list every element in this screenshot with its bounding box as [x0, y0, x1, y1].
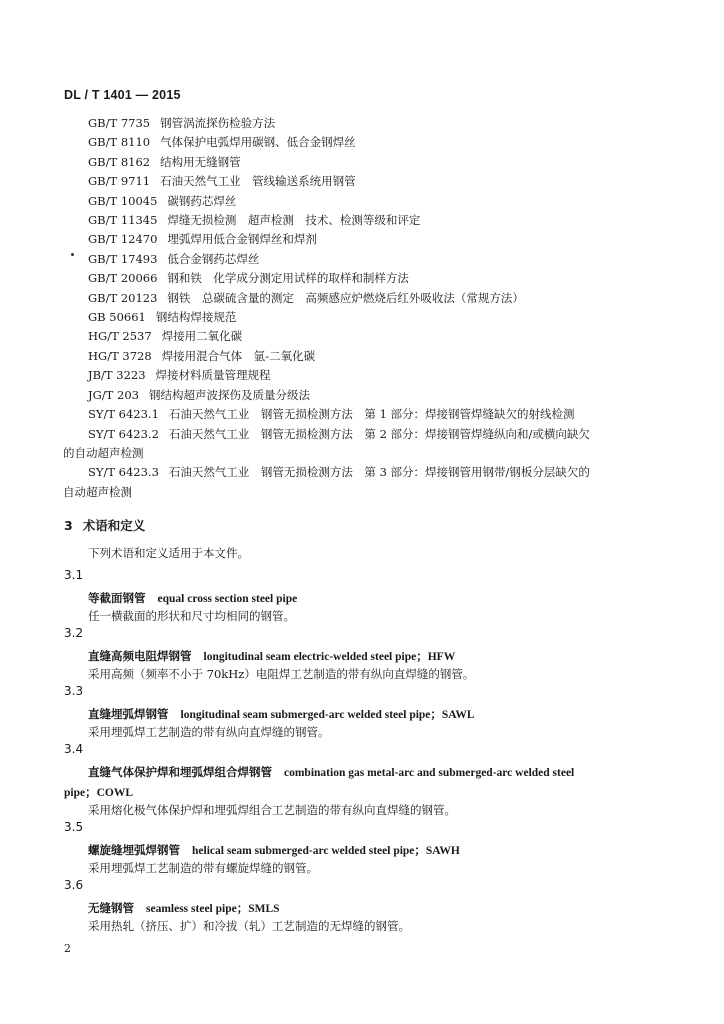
term-name: 等截面钢管 equal cross section steel pipe [88, 591, 298, 605]
standard-header: DL / T 1401 — 2015 [64, 88, 181, 102]
stray-dot-mark [71, 253, 74, 256]
term-name: 直缝埋弧焊钢管 longitudinal seam submerged-arc welded steel pipe；SAWL [88, 707, 475, 721]
term-name: 螺旋缝埋弧焊钢管 helical seam submerged-arc welded steel pipe；SAWH [88, 843, 460, 857]
term-definition: 采用埋弧焊工艺制造的带有螺旋焊缝的钢管。 [88, 861, 318, 875]
page-number: 2 [64, 942, 71, 955]
term-name-continuation: pipe；COWL [64, 787, 134, 799]
reference-item: GB/T 10045 碳钢药芯焊丝 [88, 193, 237, 208]
reference-item: GB/T 17493 低合金钢药芯焊丝 [88, 251, 260, 266]
document-page: DL / T 1401 — 2015 GB/T 7735 钢管涡流探伤检验方法 GB/T 8110 气体保护电弧焊用碳钢、低合金钢焊丝 GB/T 8162 结构用无缝钢管 GB/T 9711 石油天然气工业 管线输送系统用钢管 GB/T 10045 碳钢药芯焊丝 GB/T 11345 焊缝无损检测 超声检测 技术、检测等级和评定 GB/T 12470 埋弧焊用低合金钢焊丝和焊剂 GB/T 17493 低合金钢药芯焊丝 GB/T 20066 钢和铁 化学成分测定用试样的取样和制样方法 GB/T 20123 钢铁 总碳硫含量的测定 高频感应炉燃烧后红外吸收法（常规方法） GB 50661 钢结构焊接规范 HG/T 2537 焊接用二氧化碳 HG/T 3728 焊接用混合气体 氩-二氧化碳 JB/T 3223 焊接材料质量管理规程 JG/T 203 钢结构超声波探伤及质量分级法 SY/T 6423.1 石油天然气工业 钢管无损检测方法 第 1 部分：焊接钢管焊缝缺欠的射线检测 SY/T 6423.2 石油天然气工业 钢管无损检测方法 第 2 部分：焊接钢管焊缝纵向和/或横向缺欠 的自动超声检测 SY/T 6423.3 石油天然气工业 钢管无损检测方法 第 3 部分：焊接钢管用钢带/钢板分层缺欠的 自动超声检测 3 术语和定义 下列术语和定义适用于本文件。 3.1 等截面钢管 equal cross section steel pipe 任一横截面的形状和尺寸均相同的钢管。 3.2 直缝高频电阻焊钢管 longitudinal seam electric-welded steel pipe；HFW 采用高频（频率不小于 70kHz）电阻焊工艺制造的带有纵向直焊缝的钢管。 3.3 直缝埋弧焊钢管 longitudinal seam submerged-arc welded steel pipe；SAWL 采用埋弧焊工艺制造的带有纵向直焊缝的钢管。 3.4 直缝气体保护焊和埋弧焊组合焊钢管 combination gas metal-arc and submerged-arc welded steel pipe；COWL 采用熔化极气体保护焊和埋弧焊组合工艺制造的带有纵向直焊缝的钢管。 3.5 螺旋缝埋弧焊钢管 helical seam submerged-arc welded steel pipe；SAWH 采用埋弧焊工艺制造的带有螺旋焊缝的钢管。 3.6 无缝钢管 seamless steel pipe；SMLS 采用热轧（挤压、扩）和冷拔（轧）工艺制造的无焊缝的钢管。 2 [0, 0, 724, 1024]
reference-item: GB/T 8110 气体保护电弧焊用碳钢、低合金钢焊丝 [88, 135, 356, 150]
reference-item: HG/T 2537 焊接用二氧化碳 [88, 329, 243, 344]
reference-item: GB 50661 钢结构焊接规范 [88, 310, 237, 325]
reference-item: SY/T 6423.2 石油天然气工业 钢管无损检测方法 第 2 部分：焊接钢管焊缝纵向和/或横向缺欠 的自动超声检测 [63, 426, 590, 460]
reference-item: GB/T 8162 结构用无缝钢管 [88, 154, 241, 169]
reference-item: SY/T 6423.3 石油天然气工业 钢管无损检测方法 第 3 部分：焊接钢管用钢带/钢板分层缺欠的 自动超声检测 [63, 465, 590, 499]
reference-item: JG/T 203 钢结构超声波探伤及质量分级法 [88, 387, 310, 402]
term-definition: 采用热轧（挤压、扩）和冷拔（轧）工艺制造的无焊缝的钢管。 [88, 919, 410, 933]
term-definition: 采用埋弧焊工艺制造的带有纵向直焊缝的钢管。 [88, 725, 330, 739]
reference-item: GB/T 7735 钢管涡流探伤检验方法 [88, 116, 276, 130]
section-heading: 3 术语和定义 [64, 518, 146, 533]
reference-item: GB/T 11345 焊缝无损检测 超声检测 技术、检测等级和评定 [88, 213, 421, 228]
term-definition: 任一横截面的形状和尺寸均相同的钢管。 [88, 609, 295, 623]
reference-item: JB/T 3223 焊接材料质量管理规程 [88, 368, 271, 383]
term-definition: 采用熔化极气体保护焊和埋弧焊组合工艺制造的带有纵向直焊缝的钢管。 [88, 803, 456, 817]
reference-item: GB/T 20123 钢铁 总碳硫含量的测定 高频感应炉燃烧后红外吸收法（常规方法） [88, 290, 524, 305]
term-definition: 采用高频（频率不小于 70kHz）电阻焊工艺制造的带有纵向直焊缝的钢管。 [88, 667, 475, 681]
reference-item: GB/T 12470 埋弧焊用低合金钢焊丝和焊剂 [88, 232, 317, 247]
normative-references-list [63, 114, 668, 502]
reference-item: HG/T 3728 焊接用混合气体 氩-二氧化碳 [88, 348, 316, 363]
section-intro: 下列术语和定义适用于本文件。 [88, 546, 249, 560]
reference-item: GB/T 9711 石油天然气工业 管线输送系统用钢管 [88, 174, 356, 189]
term-name: 直缝气体保护焊和埋弧焊组合焊钢管 combination gas metal-arc and submerged-arc welded steel [88, 765, 575, 779]
reference-item: SY/T 6423.1 石油天然气工业 钢管无损检测方法 第 1 部分：焊接钢管焊缝缺欠的射线检测 [88, 407, 575, 422]
term-name: 无缝钢管 seamless steel pipe；SMLS [88, 901, 280, 915]
term-name: 直缝高频电阻焊钢管 longitudinal seam electric-welded steel pipe；HFW [88, 649, 456, 663]
reference-item: GB/T 20066 钢和铁 化学成分测定用试样的取样和制样方法 [88, 271, 409, 286]
